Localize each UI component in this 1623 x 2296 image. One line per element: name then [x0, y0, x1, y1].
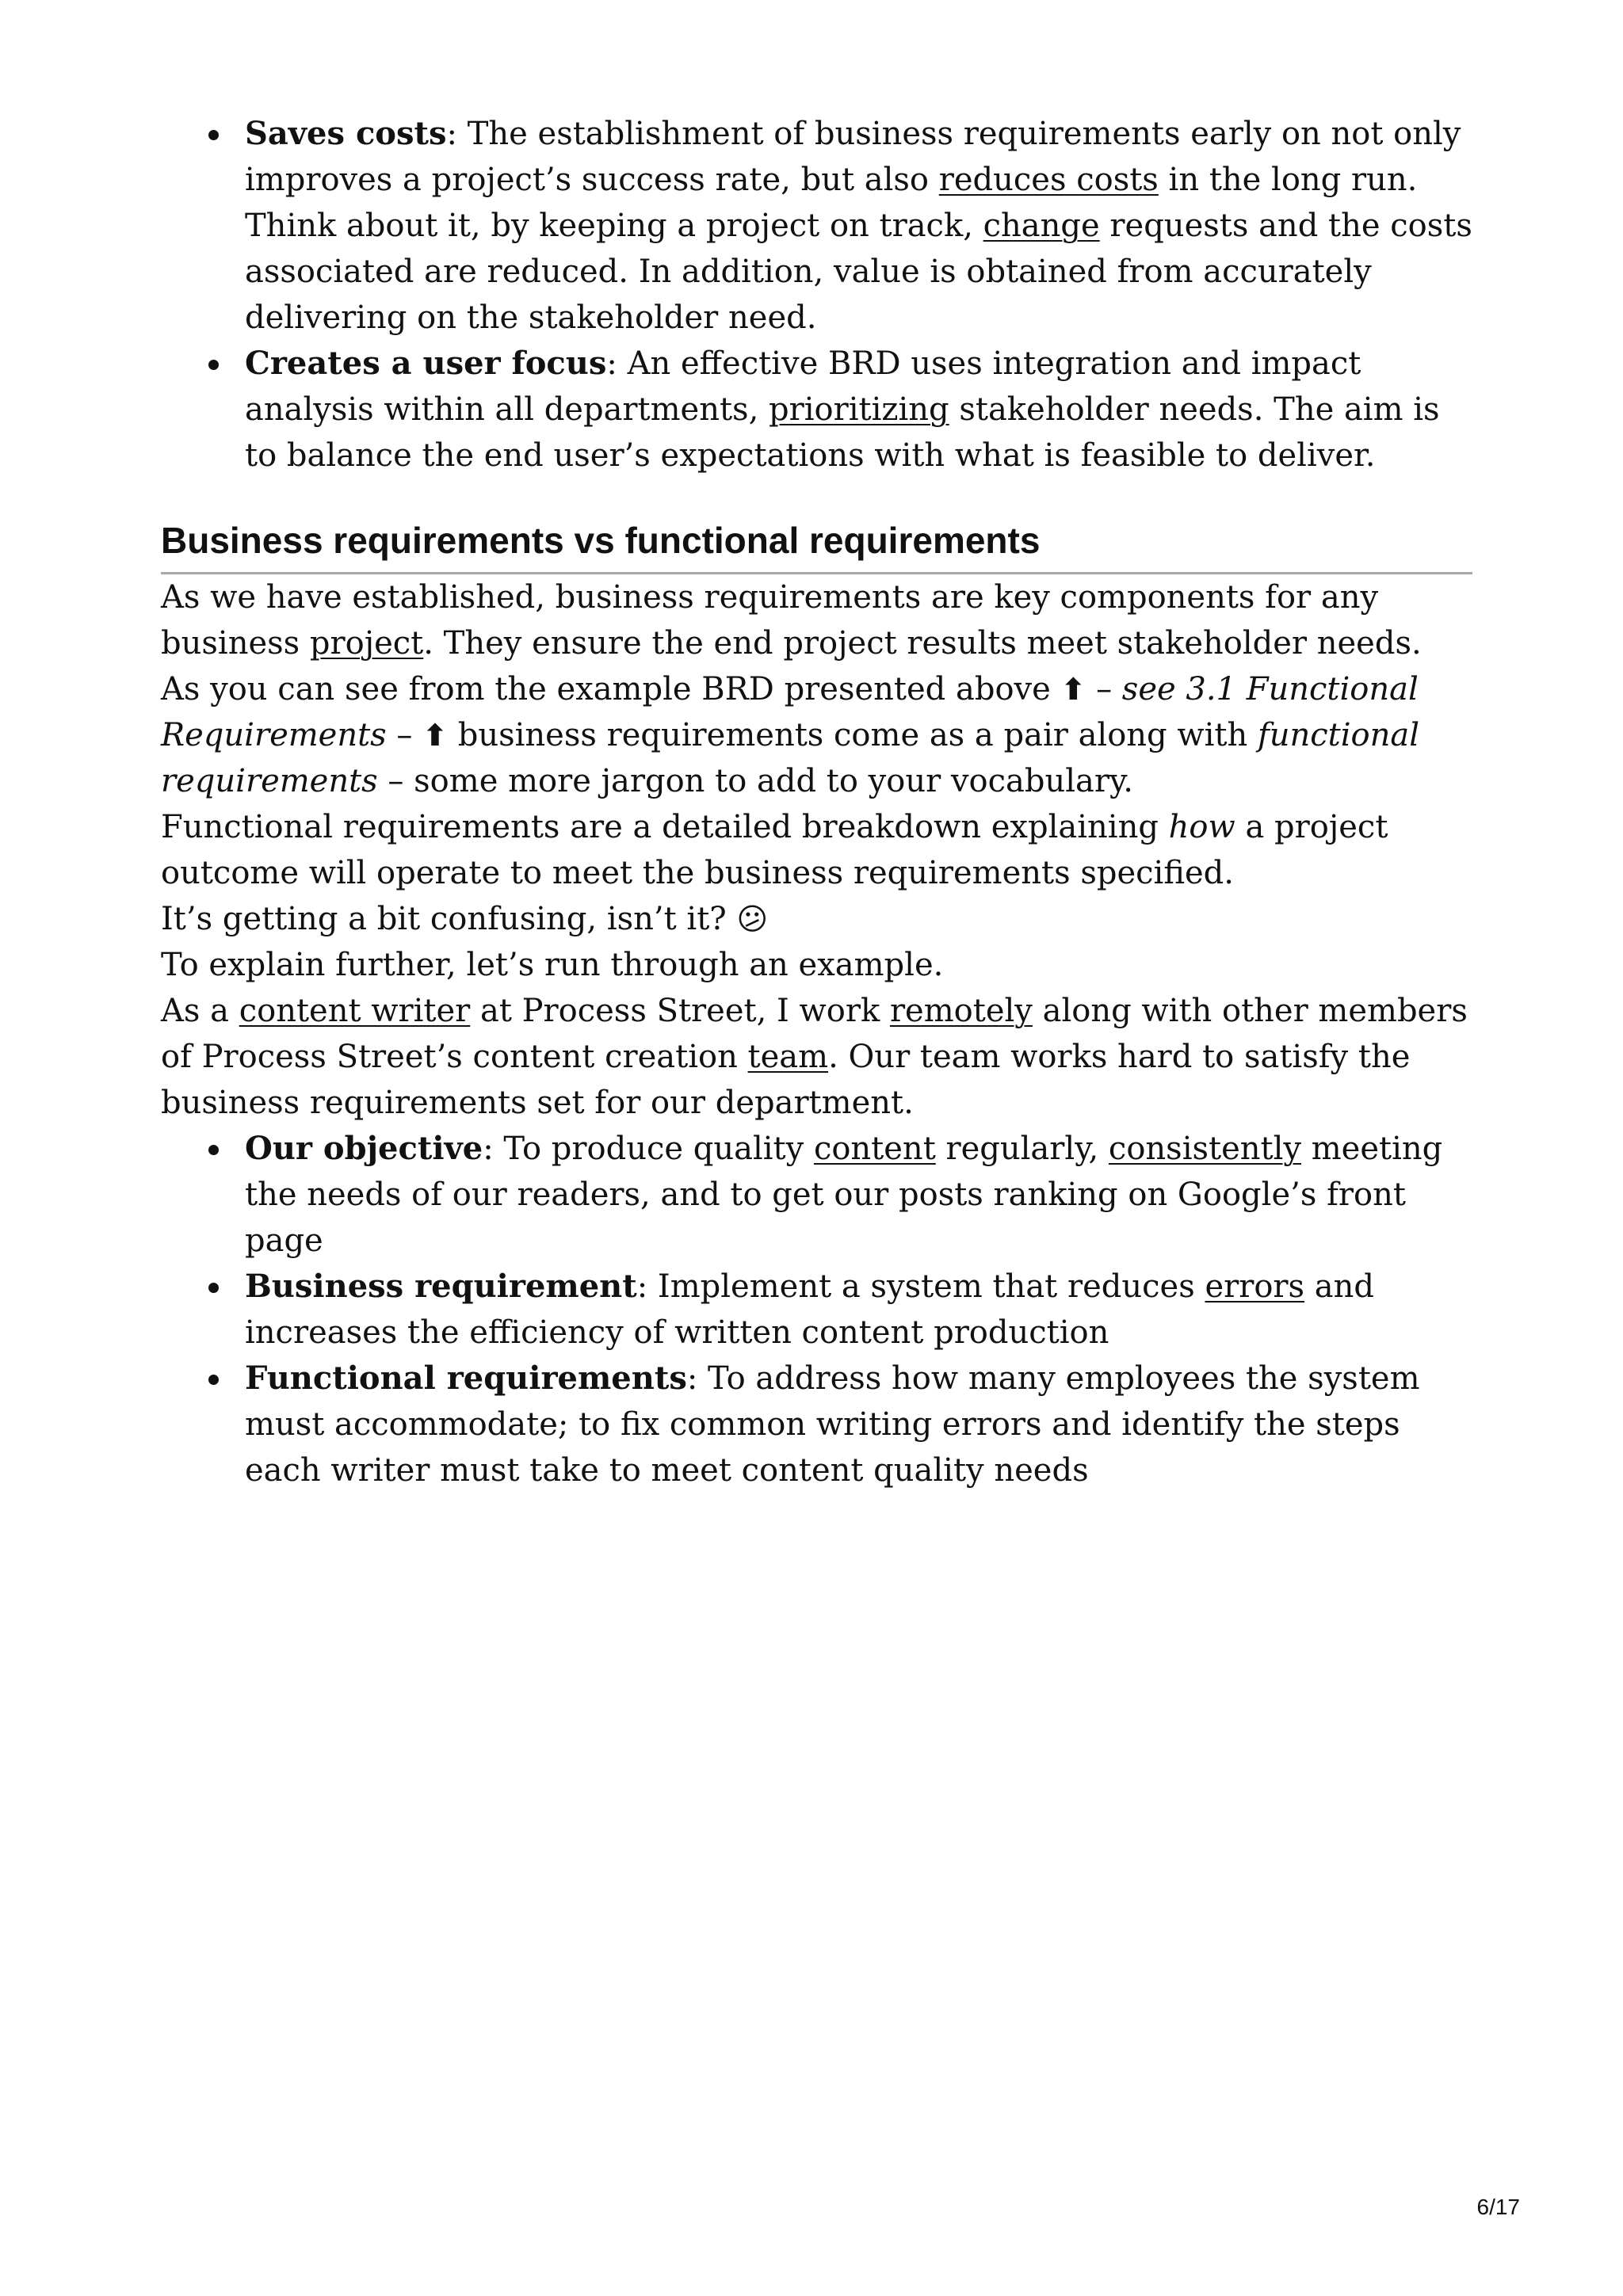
link-change[interactable]: change: [983, 208, 1100, 244]
link-errors[interactable]: errors: [1205, 1268, 1305, 1305]
requirements-example-list: [161, 1126, 1472, 1493]
section-heading: Business requirements vs functional requirements: [161, 518, 1472, 574]
link-content[interactable]: content: [813, 1131, 936, 1167]
paragraph-confusing: It’s getting a bit confusing, isn’t it? 😕: [161, 901, 769, 937]
paragraph-intro: As we have established, business requirements are key components for any business project. They ensure the end project results meet stakeholder needs.: [161, 579, 1422, 662]
paragraph-functional-definition: Functional requirements are a detailed breakdown explaining how a project outcome will operate to meet the business requirements specified.: [161, 809, 1388, 891]
list-item: Our objective: To produce quality content regularly, consistently meeting the needs of our readers, and to get our posts ranking on Google’s front page: [245, 1126, 1472, 1264]
list-item: Business requirement: Implement a system that reduces errors and increases the efficiency of written content production: [245, 1264, 1472, 1356]
link-team[interactable]: team: [747, 1039, 829, 1075]
confused-face-icon: 😕: [736, 902, 769, 936]
bullet-icon: [208, 130, 219, 140]
link-project[interactable]: project: [309, 625, 424, 662]
list-item-term: Creates a user focus: [245, 345, 607, 382]
paragraph-example-brd: As you can see from the example BRD presented above ⬆ – see 3.1 Functional Requirements – ⬆ business requirements come as a pair along with functional requirements – some more jargon to add to your vocabulary.: [161, 671, 1420, 799]
list-item: Saves costs: The establishment of business requirements early on not only improves a project’s success rate, but also reduces costs in the long run. Think about it, by keeping a project on track, change requests and the costs associated are reduced. In addition, value is obtained from accurately delivering on the stakeholder need.: [245, 111, 1472, 341]
link-remotely[interactable]: remotely: [889, 993, 1033, 1029]
link-reduces-costs[interactable]: reduces costs: [938, 162, 1159, 198]
link-consistently[interactable]: consistently: [1108, 1131, 1301, 1167]
link-content-writer[interactable]: content writer: [239, 993, 471, 1029]
arrow-up-icon: ⬆: [1060, 672, 1086, 707]
list-item-term: Saves costs: [245, 115, 447, 152]
bullet-icon: [208, 1375, 219, 1385]
list-item: Creates a user focus: An effective BRD uses integration and impact analysis within all departments, prioritizing stakeholder needs. The aim is to balance the end user’s expectations with what is feasible to deliver.: [245, 341, 1472, 479]
benefits-list: [161, 111, 1472, 479]
paragraph-content-writer: As a content writer at Process Street, I work remotely along with other members of Process Street’s content creation team. Our team works hard to satisfy the business requirements set for our department.: [161, 993, 1468, 1121]
page-number: 6/17: [1476, 2195, 1520, 2219]
bullet-icon: [208, 360, 219, 370]
paragraph-explain: To explain further, let’s run through an example.: [161, 947, 944, 983]
list-item-term: Our objective: [245, 1130, 483, 1167]
link-prioritizing[interactable]: prioritizing: [769, 391, 949, 428]
arrow-up-icon: ⬆: [422, 718, 448, 753]
list-item-term: Business requirement: [245, 1268, 637, 1305]
bullet-icon: [208, 1283, 219, 1293]
list-item: Functional requirements: To address how many employees the system must accommodate; to fix common writing errors and identify the steps each writer must take to meet content quality needs: [245, 1356, 1472, 1493]
bullet-icon: [208, 1145, 219, 1155]
list-item-term: Functional requirements: [245, 1360, 687, 1397]
document-page: [161, 111, 1472, 1493]
